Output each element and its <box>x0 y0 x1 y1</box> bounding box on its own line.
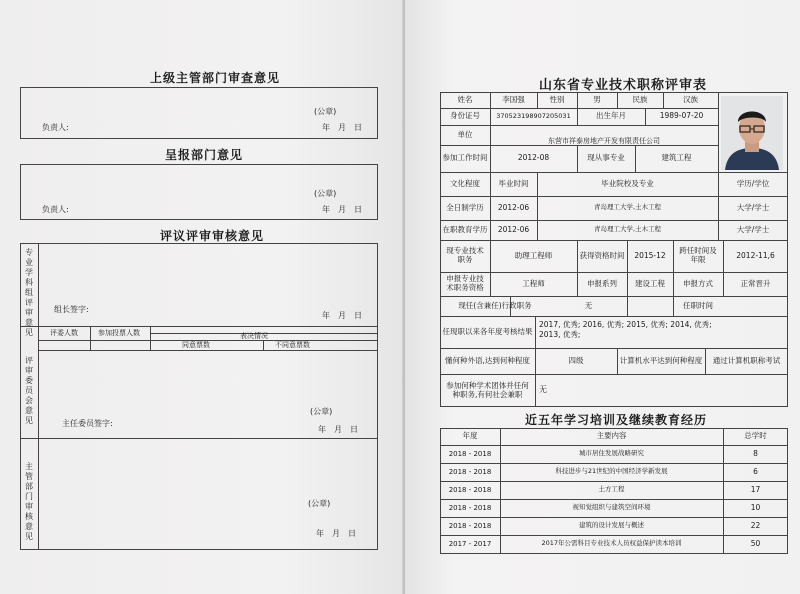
current-title-value: 助理工程师 <box>514 250 553 260</box>
training-title: 近五年学习培训及继续教育经历 <box>525 413 708 427</box>
training-year-header: 年度 <box>462 431 478 441</box>
form-title: 山东省专业技术职称评审表 <box>539 78 708 93</box>
current-profession-value: 建筑工程 <box>661 153 692 163</box>
committee-seal: (公章) <box>310 407 333 416</box>
leader-sign-label: 组长签字: <box>54 305 89 314</box>
judges-count-header: 评委人数 <box>50 329 78 337</box>
full-time-date: 2012-06 <box>497 202 530 212</box>
committee-side-label: 评审委员会意见 <box>25 356 33 425</box>
training-row-hours: 8 <box>753 448 758 458</box>
agree-votes-header: 同意票数 <box>182 341 210 349</box>
training-row-content: 视知觉组织与建筑空间环境 <box>572 503 651 512</box>
in-service-school: 青岛理工大学,土木工程 <box>593 225 662 234</box>
work-start-label: 参加工作时间 <box>442 153 488 163</box>
evaluation-title: 评议评审审核意见 <box>160 229 265 243</box>
authority-side-label: 主管部门审核意见 <box>25 462 33 541</box>
organizations-label: 参加何种学术团体并任何种职务,有何社会兼职 <box>446 380 529 399</box>
authority-date: 年 月 日 <box>316 529 356 538</box>
training-row-hours: 22 <box>750 520 761 530</box>
training-hours-header: 总学时 <box>744 431 767 441</box>
training-row-hours: 6 <box>753 466 758 476</box>
language-label: 懂何种外语,达到何种程度 <box>445 355 530 365</box>
reporting-seal: (公章) <box>314 189 337 198</box>
in-service-label: 在职教育学历 <box>442 224 488 234</box>
degree-label: 学历/学位 <box>736 178 770 188</box>
apply-mode-label: 申报方式 <box>683 278 713 288</box>
qualified-time-label: 获得资格时间 <box>579 250 625 260</box>
applicant-photo <box>721 96 783 170</box>
voters-count-header: 参加投票人数 <box>98 329 140 337</box>
id-label: 身份证号 <box>450 111 480 121</box>
birth-label: 出生年月 <box>596 111 626 121</box>
vote-result-header: 表决情况 <box>240 332 268 340</box>
training-content-header: 主要内容 <box>596 431 627 441</box>
computer-label: 计算机水平达到何种程度 <box>619 355 703 365</box>
gender-label: 性别 <box>549 94 565 104</box>
training-row-year: 2018 - 2018 <box>448 521 492 530</box>
reporting-date: 年 月 日 <box>322 205 362 214</box>
apply-series-label: 申报系列 <box>587 278 617 288</box>
full-time-degree: 大学/学士 <box>736 202 770 212</box>
committee-date: 年 月 日 <box>318 425 358 434</box>
training-row-content: 2017年公需科目专业技术人员权益保护读本培训 <box>541 539 682 548</box>
education-label: 文化程度 <box>450 178 480 188</box>
school-major-label: 毕业院校及专业 <box>601 178 654 188</box>
training-row-year: 2018 - 2018 <box>448 449 492 458</box>
in-service-date: 2012-06 <box>497 224 530 234</box>
in-service-degree: 大学/学士 <box>736 224 770 234</box>
training-row-content: 建筑的设计发展与概述 <box>579 521 644 530</box>
full-time-school: 青岛理工大学,土木工程 <box>593 203 662 212</box>
subject-group-side-label: 专业学科组评审意见 <box>25 248 33 337</box>
ethnicity-label: 民族 <box>632 94 648 104</box>
ethnicity-value: 汉族 <box>683 94 698 104</box>
subject-group-date: 年 月 日 <box>322 311 362 320</box>
unit-value: 东营市祥泰房地产开发有限责任公司 <box>548 136 660 145</box>
term-time-label: 任职时间 <box>683 300 713 310</box>
disagree-votes-header: 不同意票数 <box>275 341 310 349</box>
training-row-year: 2018 - 2018 <box>448 503 492 512</box>
supervisor-seal: (公章) <box>314 107 337 116</box>
authority-seal: (公章) <box>308 499 331 508</box>
training-row-hours: 10 <box>750 502 761 512</box>
training-row-year: 2018 - 2018 <box>448 467 492 476</box>
birth-value: 1989-07-20 <box>659 111 704 121</box>
unit-label: 单位 <box>457 129 473 139</box>
gender-value: 男 <box>593 94 601 104</box>
skip-time-value: 2012-11,6 <box>736 250 775 260</box>
assessment-label: 任现职以来各年度考核结果 <box>442 326 533 336</box>
director-sign-label: 主任委员签字: <box>62 419 113 428</box>
supervisor-date: 年 月 日 <box>322 123 362 132</box>
admin-post-label: 现任(含兼任)行政职务 <box>458 300 532 310</box>
training-row-content: 土方工程 <box>598 485 625 494</box>
admin-post-value: 无 <box>584 300 593 310</box>
assessment-value: 2017, 优秀; 2016, 优秀; 2015, 优秀; 2014, 优秀; 2013, 优秀; <box>539 320 712 339</box>
right-page <box>405 0 800 594</box>
supervisor-person-label: 负责人: <box>42 123 69 132</box>
training-row-hours: 17 <box>750 484 761 494</box>
computer-value: 通过计算机职称考试 <box>712 355 781 365</box>
current-title-label: 现专业技术职务 <box>446 246 484 264</box>
work-start-value: 2012-08 <box>517 153 550 163</box>
training-row-content: 城市居住发展战略研究 <box>579 449 644 458</box>
skip-time-label: 跨任时间及年限 <box>679 246 717 264</box>
graduation-time-label: 毕业时间 <box>498 178 529 188</box>
language-value: 四级 <box>568 355 584 365</box>
training-row-year: 2017 - 2017 <box>448 539 492 548</box>
reporting-person-label: 负责人: <box>42 205 69 214</box>
organizations-value: 无 <box>539 385 547 394</box>
qualified-time-value: 2015-12 <box>634 250 666 260</box>
apply-mode-value: 正常晋升 <box>740 278 771 288</box>
name-label: 姓名 <box>457 94 473 104</box>
training-row-hours: 50 <box>750 538 761 548</box>
id-value: 370523198907205031 <box>496 111 571 120</box>
full-time-label: 全日制学历 <box>446 202 484 212</box>
reporting-dept-title: 呈报部门意见 <box>165 148 244 162</box>
apply-title-label: 申报专业技术职务资格 <box>446 274 484 292</box>
supervisor-review-title: 上级主管部门审查意见 <box>150 71 281 85</box>
current-profession-label: 现从事专业 <box>587 153 625 163</box>
apply-series-value: 建设工程 <box>635 278 665 288</box>
apply-title-value: 工程师 <box>522 278 545 288</box>
training-row-year: 2018 - 2018 <box>448 485 492 494</box>
training-row-content: 科技进步与21世纪的中国经济学新发展 <box>555 467 668 476</box>
name-value: 李国强 <box>502 94 525 104</box>
